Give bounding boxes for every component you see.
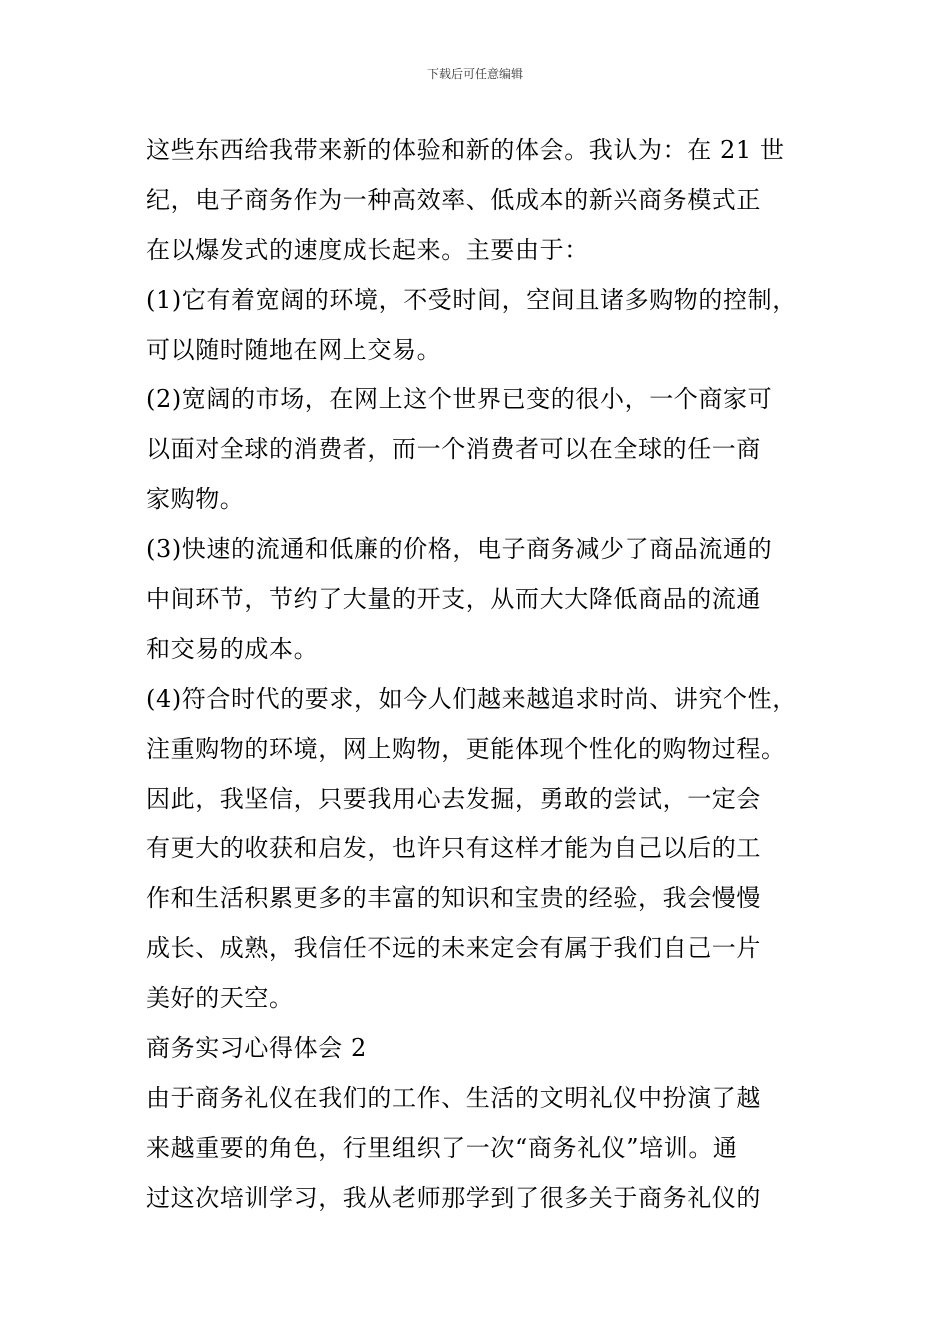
text-line: 可以随时随地在网上交易。 — [146, 335, 442, 364]
text-line: 家购物。 — [146, 485, 245, 514]
text-line: 成长、成熟，我信任不远的未来定会有属于我们自己一片 — [146, 934, 761, 963]
text-line: 因此，我坚信，只要我用心去发掘，勇敢的尝试，一定会 — [146, 784, 761, 813]
text-line: (3)快速的流通和低廉的价格，电子商务减少了商品流通的 — [146, 535, 773, 564]
text-line: (2)宽阔的市场，在网上这个世界已变的很小，一个商家可 — [146, 385, 773, 414]
text-line: (1)它有着宽阔的环境，不受时间，空间且诸多购物的控制， — [146, 285, 797, 314]
section-heading: 商务实习心得体会 2 — [146, 1034, 367, 1063]
text-line: 有更大的收获和启发，也许只有这样才能为自己以后的工 — [146, 834, 761, 863]
text-line: 注重购物的环境，网上购物，更能体现个性化的购物过程。 — [146, 734, 786, 763]
text-line: 作和生活积累更多的丰富的知识和宝贵的经验，我会慢慢 — [146, 884, 761, 913]
document-body — [146, 126, 826, 1224]
text-line: 和交易的成本。 — [146, 634, 319, 663]
text-line: 这些东西给我带来新的体验和新的体会。我认为：在 21 世 — [146, 136, 785, 164]
text-line: 由于商务礼仪在我们的工作、生活的文明礼仪中扮演了越 — [146, 1083, 761, 1112]
text-line: 纪，电子商务作为一种高效率、低成本的新兴商务模式正 — [146, 185, 761, 214]
text-line: 过这次培训学习，我从老师那学到了很多关于商务礼仪的 — [146, 1183, 761, 1212]
text-line: (4)符合时代的要求，如今人们越来越追求时尚、讲究个性， — [146, 684, 797, 713]
text-line: 中间环节，节约了大量的开支，从而大大降低商品的流通 — [146, 585, 761, 614]
text-line: 美好的天空。 — [146, 984, 294, 1013]
text-line: 以面对全球的消费者，而一个消费者可以在全球的任一商 — [146, 435, 761, 464]
text-line: 在以爆发式的速度成长起来。主要由于： — [146, 235, 589, 264]
page-header: 下载后可任意编辑 — [426, 67, 523, 81]
text-line: 来越重要的角色，行里组织了一次“商务礼仪”培训。通 — [146, 1133, 738, 1162]
